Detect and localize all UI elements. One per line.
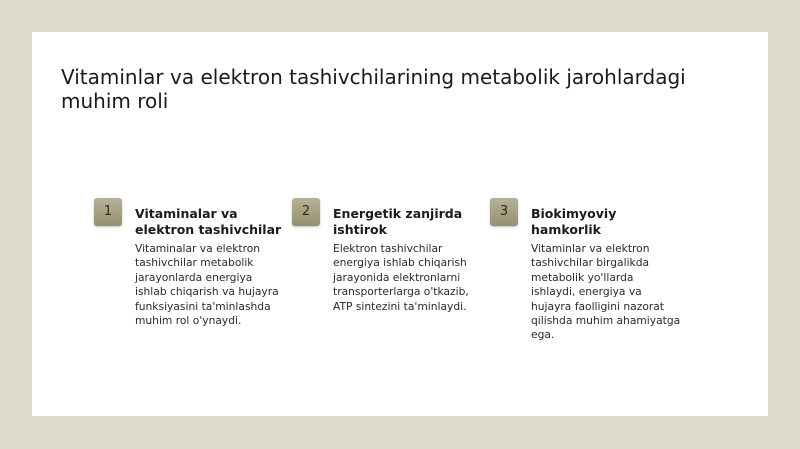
- step-description: Vitaminlar va elektron tashivchilar birgalikda metabolik yo'llarda ishlaydi, energiya va hujayra faolligini nazorat qilishda muhim ahamiyatga ega.: [531, 242, 681, 342]
- step-title: Energetik zanjirda ishtirok: [333, 206, 463, 237]
- step-description: Elektron tashivchilar energiya ishlab chiqarish jarayonida elektronlarni transporterlarga o'tkazib, ATP sintezini ta'minlaydi.: [333, 242, 469, 313]
- step-number-badge: 3: [490, 198, 518, 226]
- step-title: Biokimyoviy hamkorlik: [531, 206, 617, 237]
- step-title: Vitaminalar va elektron tashivchilar: [135, 206, 282, 237]
- slide-title: Vitaminlar va elektron tashivchilarining metabolik jarohlardagi muhim roli: [61, 65, 686, 113]
- step-number-badge: 2: [292, 198, 320, 226]
- slide: [32, 32, 768, 416]
- step-number-badge: 1: [94, 198, 122, 226]
- step-description: Vitaminalar va elektron tashivchilar metabolik jarayonlarda energiya ishlab chiqarish va hujayra funksiyasini ta'minlashda muhim rol o'ynaydi.: [135, 242, 279, 328]
